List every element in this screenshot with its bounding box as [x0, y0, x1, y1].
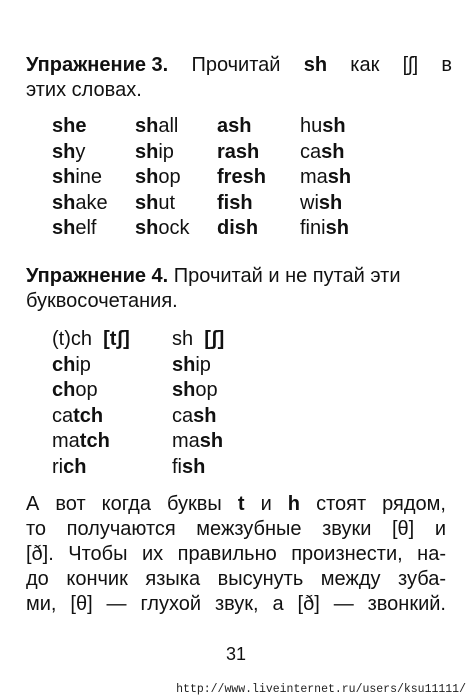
page-number: 31 — [225, 644, 247, 664]
exercise-3-word: shop — [135, 166, 181, 188]
exercise-3-word: ash — [217, 115, 252, 137]
exercise-3-word: mash — [300, 166, 352, 188]
exercise-3-word: dish — [217, 217, 259, 239]
exercise-4-word: fish — [172, 455, 206, 478]
exercise-3-text-as: как — [350, 54, 380, 76]
exercise-4-word: chop — [52, 379, 98, 401]
interdental-paragraph — [26, 492, 446, 617]
paragraph-line: А вот когда буквы t и h стоят рядом, — [26, 493, 446, 515]
exercise-4-row — [52, 353, 292, 379]
exercise-3-word: hush — [300, 115, 346, 137]
exercise-4-word: chip — [52, 353, 91, 376]
exercise-3-word: fresh — [217, 166, 266, 188]
exercise-4-word: mash — [172, 430, 224, 452]
paragraph-line: то получаются межзубные звуки [θ] и — [26, 518, 446, 540]
exercise-4-heading — [26, 264, 452, 314]
watermark-url: http://www.liveinternet.ru/users/ksu11111/ — [176, 683, 466, 696]
exercise-3-label: Упражнение 3. — [26, 54, 169, 76]
exercise-3-word: she — [52, 115, 87, 137]
exercise-3-word: fish — [217, 191, 253, 214]
exercise-3-text: Прочитай — [191, 54, 281, 76]
exercise-4-word: rich — [52, 455, 87, 478]
exercise-4-word: sh [ʃ] — [172, 328, 225, 350]
exercise-4-word: catch — [52, 404, 104, 427]
paragraph-line: до кончик языка высунуть между зуба- — [26, 568, 446, 590]
exercise-4-row — [52, 378, 292, 404]
paragraph-line: ми, [θ] — глухой звук, а [ð] — звонкий. — [26, 593, 446, 615]
exercise-3-word: shine — [52, 166, 103, 188]
exercise-3-row — [52, 216, 410, 242]
exercise-3-word: shall — [135, 115, 179, 137]
exercise-3-row — [52, 140, 410, 166]
exercise-4-word: ship — [172, 353, 211, 376]
exercise-4-word: shop — [172, 379, 218, 401]
exercise-3-text-line2: этих словах. — [26, 79, 142, 101]
exercise-4-row — [52, 455, 292, 481]
exercise-3-word: ship — [135, 140, 174, 163]
paragraph-line: [ð]. Чтобы их правильно произнести, на- — [26, 543, 446, 565]
exercise-3-sh: sh — [303, 54, 328, 76]
exercise-3-text-in: в — [441, 54, 452, 76]
exercise-4-word-grid — [52, 327, 292, 480]
exercise-4-word: match — [52, 430, 110, 452]
exercise-3-row — [52, 114, 410, 140]
exercise-4-word: cash — [172, 404, 217, 427]
exercise-3-word: shy — [52, 140, 86, 163]
exercise-3-row — [52, 165, 410, 191]
exercise-3-word: cash — [300, 140, 345, 163]
exercise-3-word: shelf — [52, 217, 97, 239]
exercise-4-row — [52, 327, 292, 353]
exercise-4-label: Упражнение 4. — [26, 265, 169, 287]
exercise-3-row — [52, 191, 410, 217]
exercise-3-word: wish — [300, 191, 343, 214]
exercise-3-word-grid — [52, 114, 410, 242]
exercise-4-row — [52, 404, 292, 430]
exercise-4-text: Прочитай и не путай эти — [173, 265, 401, 287]
exercise-4-row — [52, 429, 292, 455]
exercise-3-word: rash — [217, 140, 260, 163]
exercise-4-word: (t)ch [tʃ] — [52, 328, 130, 350]
exercise-3-word: shock — [135, 217, 190, 239]
exercise-3-word: shut — [135, 191, 176, 214]
exercise-3-heading — [26, 53, 452, 103]
exercise-3-word: shake — [52, 191, 108, 214]
exercise-3-ipa: [ʃ] — [402, 54, 419, 76]
exercise-4-text-line2: буквосочетания. — [26, 290, 178, 312]
exercise-3-word: finish — [300, 217, 349, 239]
